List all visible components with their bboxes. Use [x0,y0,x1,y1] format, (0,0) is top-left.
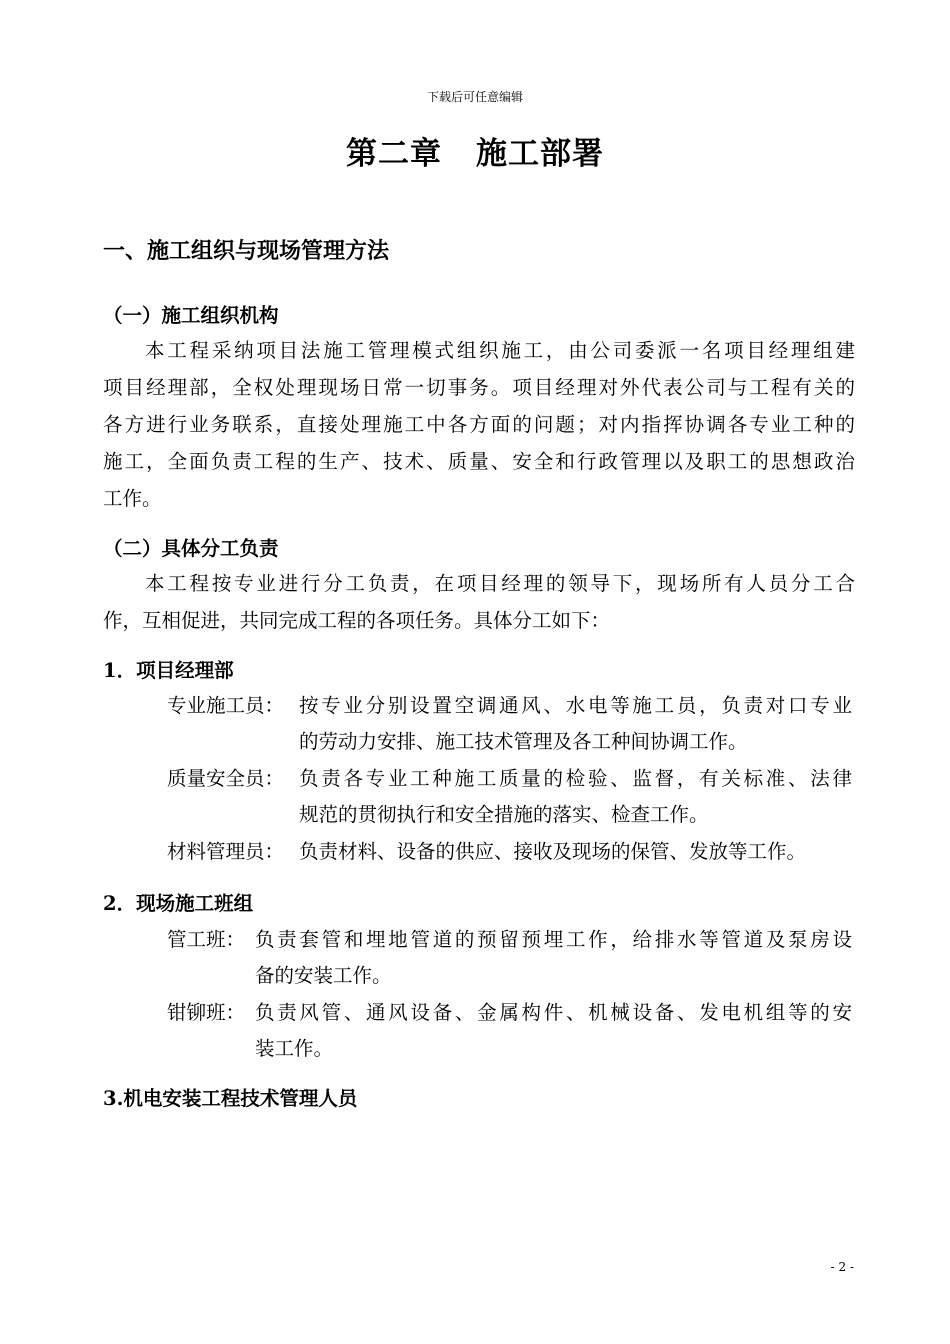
section-heading: 一、施工组织与现场管理方法 [103,238,390,264]
role-description [255,995,852,1067]
role-line: 负责材料、设备的供应、接收及现场的保管、发放等工作。 [299,840,807,863]
page-number: - 2 - [830,1260,854,1274]
paragraph-organization [103,332,855,517]
role-label: 专业施工员： [167,694,285,717]
page-header: 下载后可任意编辑 [426,90,523,104]
chapter-title [0,128,950,173]
paragraph-line: 本工程按专业进行分工负责，在项目经理的领导下，现场所有人员分工合 [145,572,855,595]
role-label: 质量安全员： [167,767,285,790]
paragraph-division [103,565,855,639]
chapter-name: 施工部署 [476,136,604,172]
role-label: 材料管理员： [167,840,285,863]
role-line: 备的安装工作。 [255,964,392,987]
role-description [255,922,852,994]
paragraph-line: 作，互相促进，共同完成工程的各项任务。具体分工如下： [103,609,611,632]
paragraph-line: 各方进行业务联系，直接处理施工中各方面的问题；对内指挥协调各专业工种的 [103,413,855,436]
role-line: 的劳动力安排、施工技术管理及各工种间协调工作。 [299,730,748,753]
role-description [299,761,852,833]
paragraph-line: 工作。 [103,487,162,510]
role-label: 钳铆班： [167,1001,246,1024]
item-heading-1: 1．项目经理部 [103,659,234,682]
role-description [299,834,859,870]
role-description [299,688,852,760]
item-heading-2: 2．现场施工班组 [103,892,254,915]
role-line: 负责风管、通风设备、金属构件、机械设备、发电机组等的安 [255,1001,852,1024]
paragraph-line: 本工程采纳项目法施工管理模式组织施工，由公司委派一名项目经理组建 [145,339,855,362]
paragraph-line: 项目经理部，全权处理现场日常一切事务。项目经理对外代表公司与工程有关的 [103,376,855,399]
role-line: 规范的贯彻执行和安全措施的落实、检查工作。 [299,803,709,826]
role-line: 负责各专业工种施工质量的检验、监督，有关标准、法律 [299,767,852,790]
subsection-heading-1: （一）施工组织机构 [103,304,279,327]
item-heading-3: 3.机电安装工程技术管理人员 [103,1087,358,1110]
role-line: 按专业分别设置空调通风、水电等施工员，负责对口专业 [299,694,852,717]
subsection-heading-2: （二）具体分工负责 [103,537,279,560]
role-label: 管工班： [167,928,246,951]
role-line: 装工作。 [255,1037,334,1060]
paragraph-line: 施工，全面负责工程的生产、技术、质量、安全和行政管理以及职工的思想政治 [103,450,855,473]
chapter-number: 第二章 [346,136,442,172]
role-line: 负责套管和埋地管道的预留预埋工作，给排水等管道及泵房设 [255,928,852,951]
